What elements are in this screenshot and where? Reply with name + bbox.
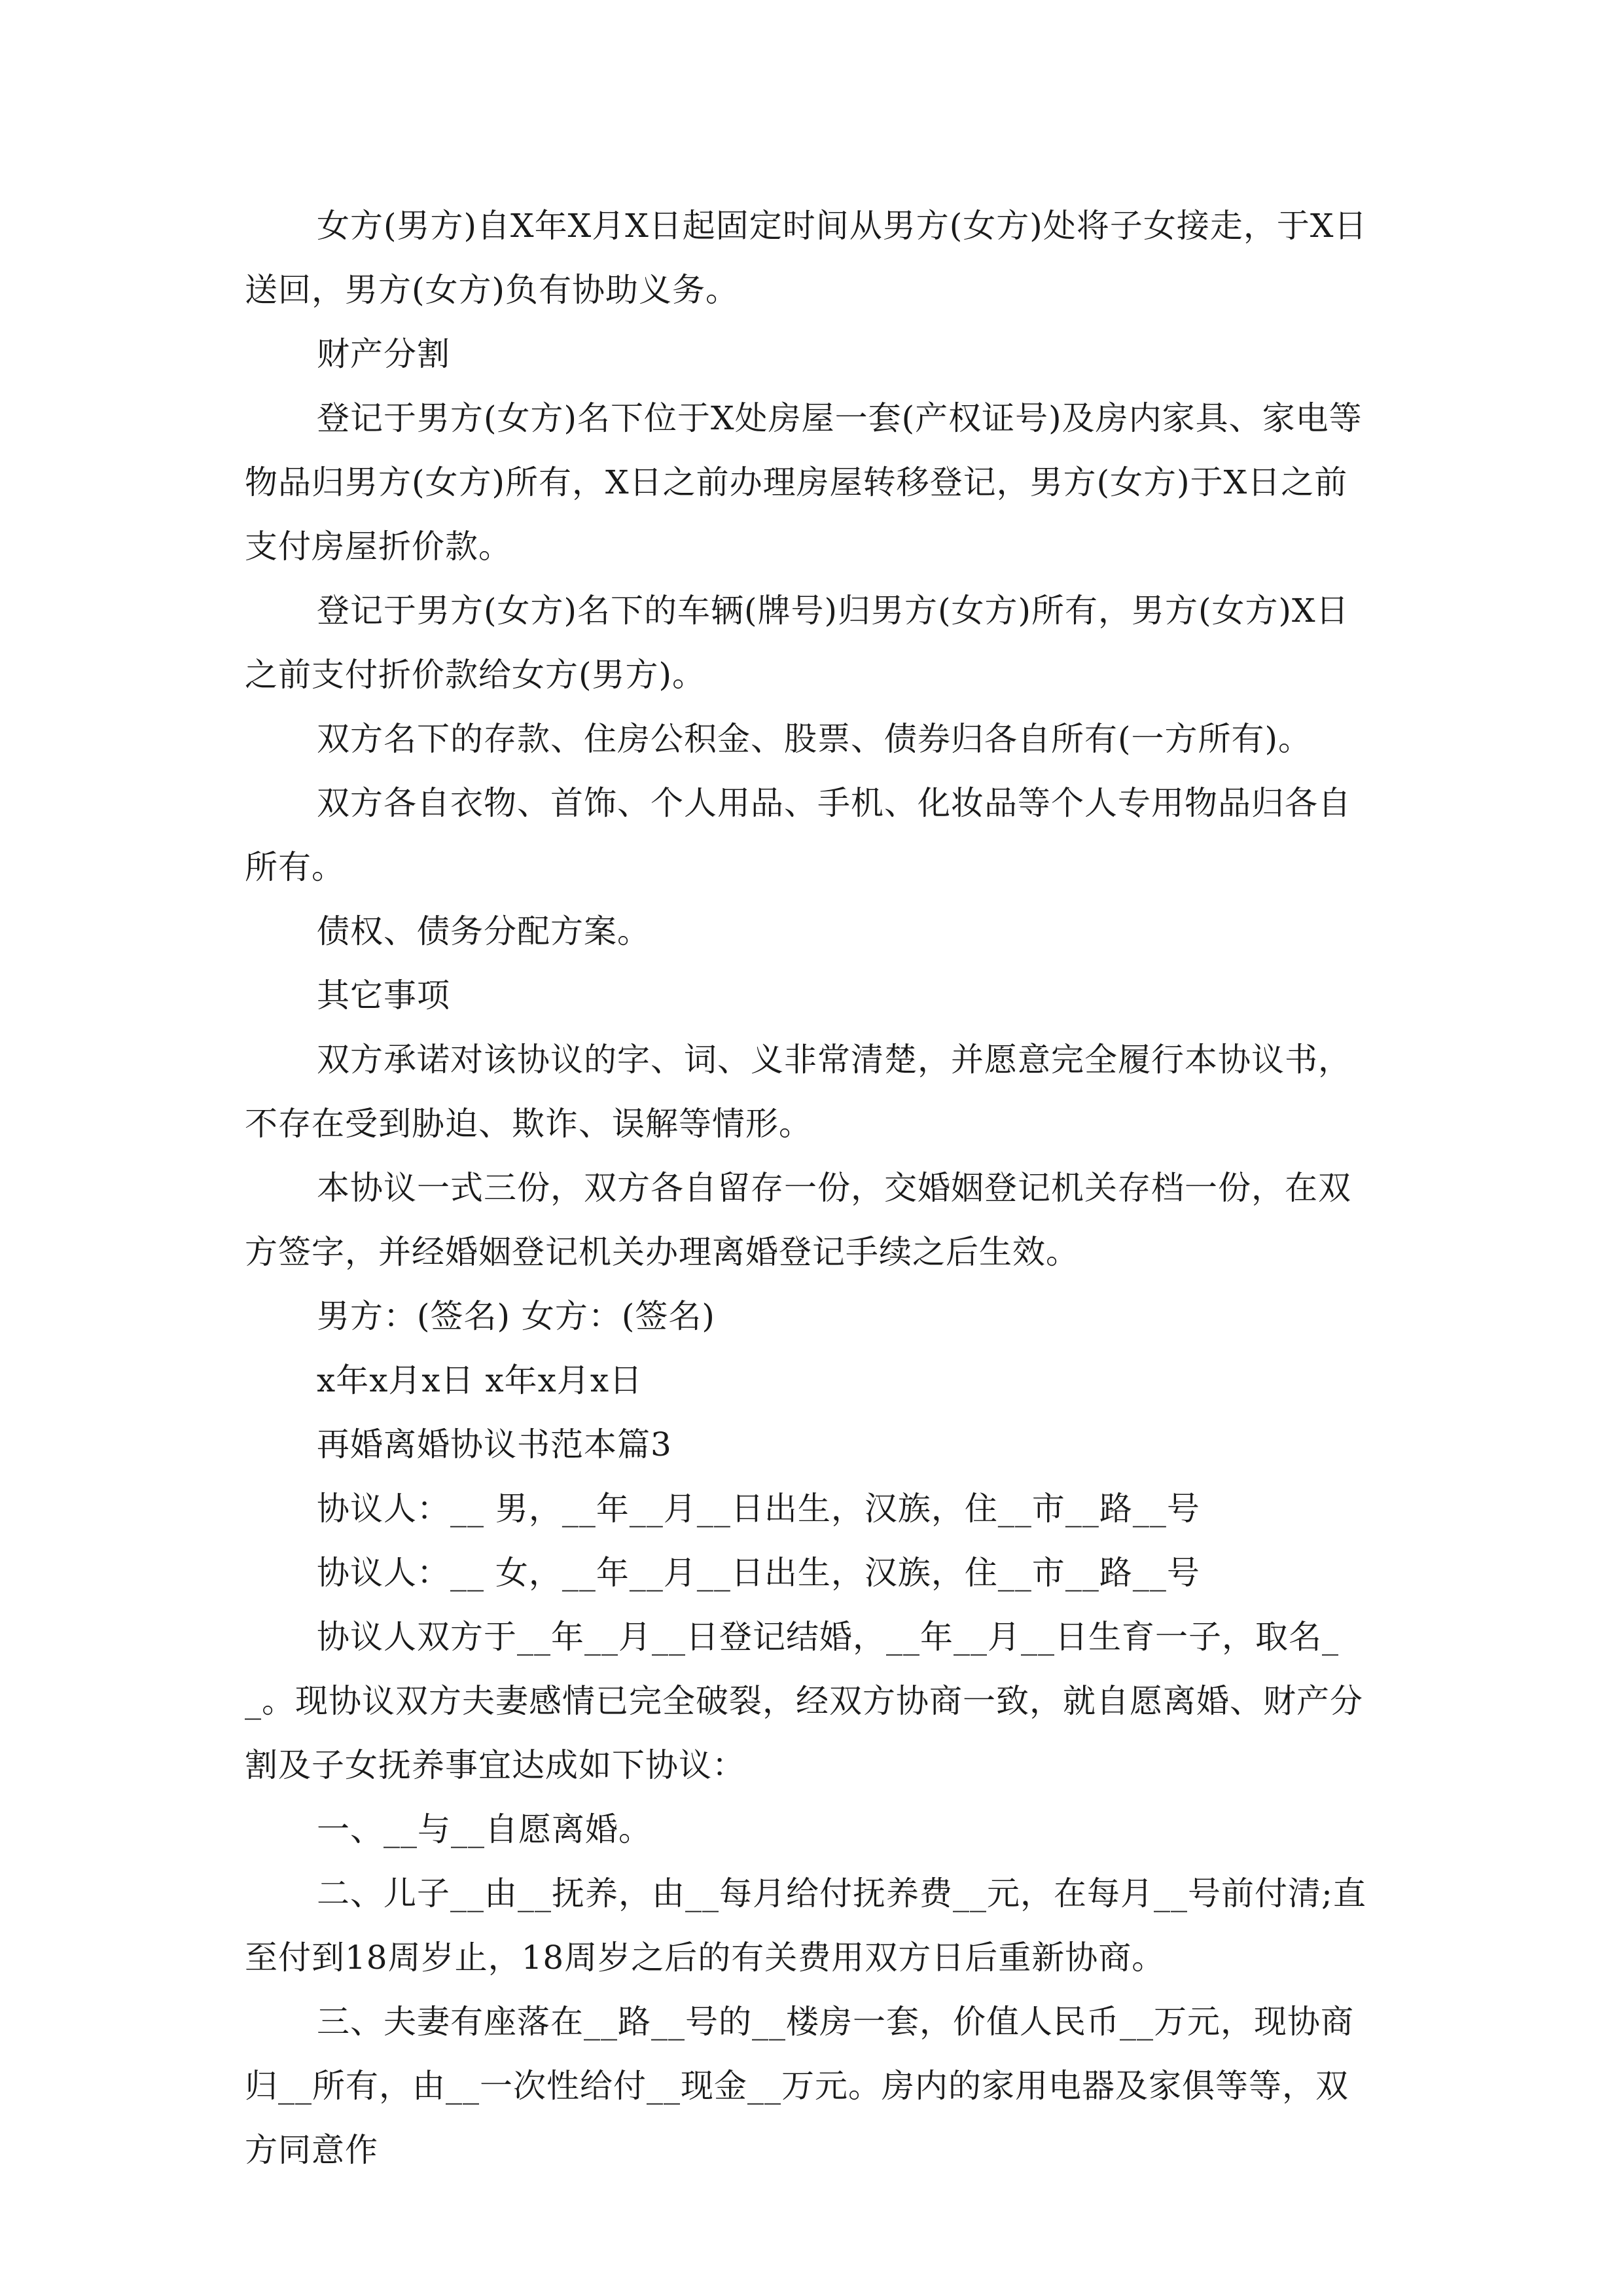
document-page xyxy=(245,194,1381,2182)
clause-2: 二、儿子__由__抚养，由__每月给付抚养费__元，在每月__号前付清;直至付到18周岁止，18周岁之后的有关费用双方日后重新协商。 xyxy=(245,1874,1366,1977)
paragraph-vehicle: 登记于男方(女方)名下的车辆(牌号)归男方(女方)所有，男方(女方)X日之前支付折价款给女方(男方)。 xyxy=(245,592,1349,694)
paragraph-preamble: 协议人双方于__年__月__日登记结婚，__年__月__日生育一子，取名__。现协议双方夫妻感情已完全破裂，经双方协商一致，就自愿离婚、财产分割及子女抚养事宜达成如下协议： xyxy=(245,1618,1363,1784)
paragraph-commitment: 双方承诺对该协议的字、词、义非常清楚，并愿意完全履行本协议书，不存在受到胁迫、欺诈、误解等情形。 xyxy=(245,1041,1351,1143)
section-title: 再婚离婚协议书范本篇3 xyxy=(317,1426,672,1463)
paragraph-deposits: 双方名下的存款、住房公积金、股票、债券归各自所有(一方所有)。 xyxy=(317,720,1312,758)
paragraph-personal-items: 双方各自衣物、首饰、个人用品、手机、化妆品等个人专用物品归各自所有。 xyxy=(245,784,1351,886)
paragraph-debts: 债权、债务分配方案。 xyxy=(317,912,651,950)
paragraph-copies: 本协议一式三份，双方各自留存一份，交婚姻登记机关存档一份，在双方签字，并经婚姻登记机关办理离婚登记手续之后生效。 xyxy=(245,1169,1351,1271)
party-male: 协议人：__ 男，__年__月__日出生，汉族，住__市__路__号 xyxy=(317,1490,1200,1528)
heading-other-matters: 其它事项 xyxy=(317,977,450,1014)
party-female: 协议人：__ 女，__年__月__日出生，汉族，住__市__路__号 xyxy=(317,1554,1200,1592)
heading-property-division: 财产分割 xyxy=(317,335,450,373)
paragraph-house: 登记于男方(女方)名下位于X处房屋一套(产权证号)及房内家具、家电等物品归男方(女方)所有，X日之前办理房屋转移登记，男方(女方)于X日之前支付房屋折价款。 xyxy=(245,399,1363,565)
date-line: x年x月x日 x年x月x日 xyxy=(317,1361,643,1399)
clause-3: 三、夫妻有座落在__路__号的__楼房一套，价值人民币__万元，现协商归__所有，由__一次性给付__现金__万元。房内的家用电器及家俱等等，双方同意作 xyxy=(245,2003,1354,2169)
clause-1: 一、__与__自愿离婚。 xyxy=(317,1810,652,1848)
signature-line: 男方：(签名) 女方：(签名) xyxy=(317,1297,715,1335)
paragraph-visitation: 女方(男方)自X年X月X日起固定时间从男方(女方)处将子女接走，于X日送回，男方(女方)负有协助义务。 xyxy=(245,207,1368,309)
